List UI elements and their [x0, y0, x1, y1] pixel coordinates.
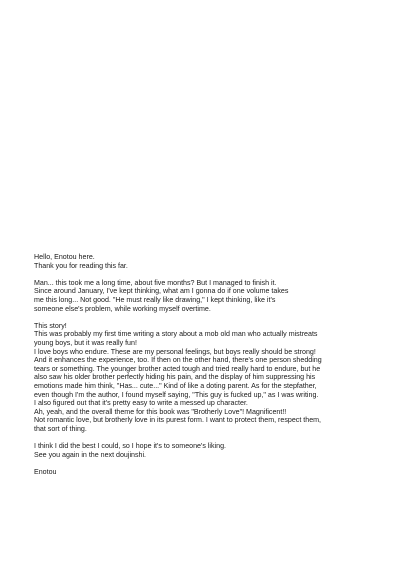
text-line: emotions made him think, "Has... cute..." Kind of like a doting parent. As for the stepfather,: [34, 381, 317, 390]
production-paragraph: [34, 279, 379, 313]
text-line: I also figured out that it's pretty easy to write a messed up character.: [34, 399, 248, 408]
text-line: Not romantic love, but brotherly love in its purest form. I want to protect them, respect them,: [34, 416, 322, 425]
text-line: young boys, but it was really fun!: [34, 338, 137, 347]
text-line: This was probably my first time writing a story about a mob old man who actually mistreats: [34, 330, 318, 339]
greeting-paragraph: [34, 253, 379, 270]
story-paragraph: [34, 322, 379, 434]
text-line: See you again in the next doujinshi.: [34, 450, 147, 459]
text-line: someone else's problem, while working myself overtime.: [34, 304, 211, 313]
signature: [34, 468, 379, 477]
text-line: Ah, yeah, and the overall theme for this book was "Brotherly Love"! Magnificent!!: [34, 407, 287, 416]
text-line: Since around January, I've kept thinking, what am I gonna do if one volume takes: [34, 287, 289, 296]
afterword-text: [34, 253, 379, 485]
text-line: me this long... Not good. "He must really like drawing," I kept thinking, like it's: [34, 295, 276, 304]
author-name: Enotou: [34, 467, 57, 476]
text-line: I love boys who endure. These are my personal feelings, but boys really should be strong!: [34, 347, 316, 356]
text-line: also saw his older brother perfectly hiding his pain, and the display of him suppressing his: [34, 373, 316, 382]
text-line: This story!: [34, 321, 67, 330]
text-line: Thank you for reading this far.: [34, 261, 128, 270]
text-line: Man... this took me a long time, about five months? But I managed to finish it.: [34, 278, 277, 287]
text-line: tears or something. The younger brother acted tough and tried really hard to endure, but he: [34, 364, 321, 373]
text-line: Hello, Enotou here.: [34, 253, 95, 261]
text-line: even though I'm the author, I found myself saying, "This guy is fucked up," as I was writing.: [34, 390, 319, 399]
text-line: And it enhances the experience, too. If then on the other hand, there's one person shedding: [34, 356, 322, 365]
text-line: that sort of thing.: [34, 424, 87, 433]
text-line: I think I did the best I could, so I hope it's to someone's liking.: [34, 442, 226, 451]
closing-paragraph: [34, 442, 379, 459]
